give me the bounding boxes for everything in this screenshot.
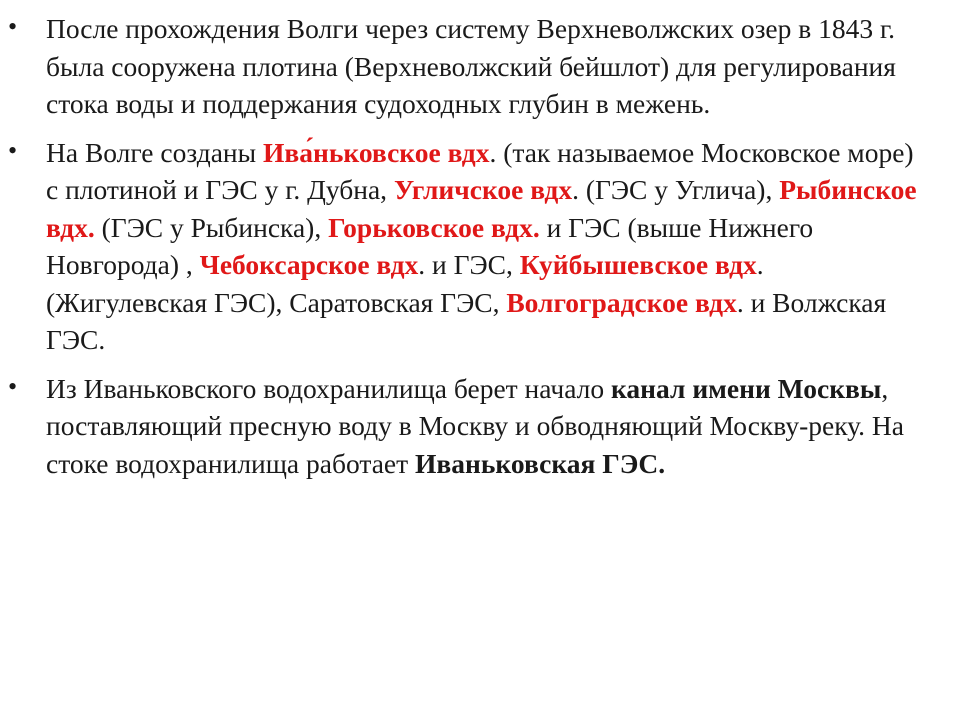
bullet-text: . и Волжская ГЭС. bbox=[46, 286, 887, 355]
reservoir-name-uglich: Угличское вдх bbox=[393, 174, 573, 205]
bullet-text: После прохождения Волги через систему Верхневолжских озер в 1843 г. была сооружена плотина (Верхневолжский бейшлот) для регулирования стока воды и поддержания судоходных глубин в межень. bbox=[46, 13, 896, 119]
bullet-text: . (ГЭС у Углича), bbox=[572, 174, 780, 205]
reservoir-name-gorky: Горьковское вдх. bbox=[328, 211, 540, 243]
reservoir-name-rybinsk: Рыбинское вдх. bbox=[46, 174, 917, 243]
reservoir-name-kuibyshev: Куйбышевское вдх bbox=[519, 249, 757, 280]
bullet-item-verkhnevolzhsky-beishlot bbox=[8, 10, 928, 123]
bullet-text: . (Жигулевская ГЭС), Саратовская ГЭС, bbox=[46, 249, 764, 318]
reservoir-name-cheboksary: Чебоксарское вдх bbox=[199, 249, 419, 280]
bullet-item-volga-reservoirs bbox=[8, 134, 928, 359]
bullet-text: . (так называемое Московское море) с плотиной и ГЭС у г. Дубна, bbox=[46, 136, 914, 205]
bullet-marker: • bbox=[8, 371, 18, 401]
reservoir-name-ivankovo: Ива́ньковское вдх bbox=[262, 136, 490, 168]
bullet-marker: • bbox=[8, 135, 18, 165]
canal-name-moscow: канал имени Москвы bbox=[611, 372, 882, 404]
bullet-text: , поставляющий пресную воду в Москву и обводняющий Москву-реку. На стоке водохранилища работает bbox=[46, 372, 904, 479]
reservoir-name-volgograd: Волгоградское вдх bbox=[506, 286, 737, 318]
bullet-text: . и ГЭС, bbox=[418, 249, 520, 280]
bullet-text: Из Иваньковского водохранилища берет начало bbox=[46, 372, 611, 404]
bullet-item-moscow-canal bbox=[8, 370, 928, 483]
bullet-text: (ГЭС у Рыбинска), bbox=[94, 211, 329, 243]
bullet-marker: • bbox=[8, 12, 18, 41]
bullet-text: На Волге созданы bbox=[46, 136, 263, 168]
hydro-plant-name-ivankovo: Иваньковская ГЭС. bbox=[415, 447, 666, 479]
bullet-list bbox=[8, 10, 928, 493]
bullet-text: и ГЭС (выше Нижнего Новгорода) , bbox=[46, 211, 814, 280]
